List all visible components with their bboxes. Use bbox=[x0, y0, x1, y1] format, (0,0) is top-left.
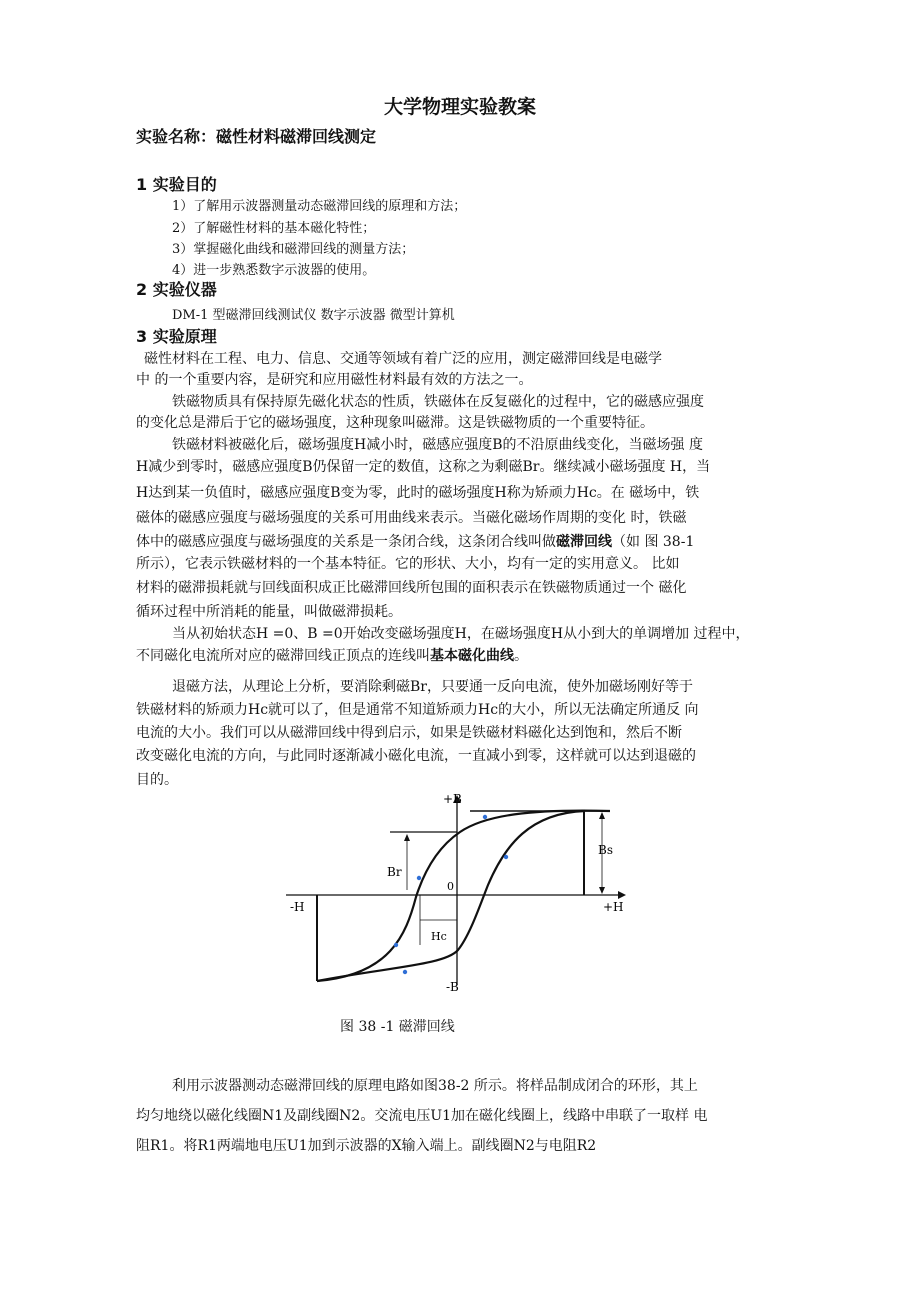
paragraph-line: 磁体的磁感应强度与磁场强度的关系可用曲线来表示。当磁化磁场作周期的变化 时，铁磁 bbox=[136, 510, 687, 526]
paragraph-line: 的变化总是滞后于它的磁场强度，这种现象叫磁滞。这是铁磁物质的一个重要特征。 bbox=[136, 415, 654, 431]
list-item: 2）了解磁性材料的基本磁化特性； bbox=[172, 221, 376, 236]
label-plus-h: +H bbox=[603, 900, 624, 914]
paragraph-line: H减少到零时，磁感应强度B仍保留一定的数值，这称之为剩磁Br。继续减小磁场强度 H，当 bbox=[136, 459, 711, 475]
ascending-branch bbox=[317, 811, 585, 981]
paragraph-line: 循环过程中所消耗的能量，叫做磁滞损耗。 bbox=[136, 604, 402, 620]
label-origin: 0 bbox=[447, 880, 454, 893]
paragraph-line: 利用示波器测动态磁滞回线的原理电路如图38-2 所示。将样品制成闭合的环形，其上 bbox=[172, 1078, 698, 1094]
label-minus-h: -H bbox=[290, 900, 305, 914]
paragraph-line: 磁性材料在工程、电力、信息、交通等领域有着广泛的应用，测定磁滞回线是电磁学 bbox=[144, 351, 662, 367]
paragraph-line: 铁磁物质具有保持原先磁化状态的性质，铁磁体在反复磁化的过程中，它的磁感应强度 bbox=[172, 394, 704, 410]
text-run: 。 bbox=[514, 648, 528, 664]
list-item: 3）掌握磁化曲线和磁滞回线的测量方法； bbox=[172, 242, 415, 257]
direction-arrow bbox=[394, 943, 398, 947]
direction-arrow bbox=[417, 876, 421, 880]
term-basic-magnetization-curve: 基本磁化曲线 bbox=[430, 648, 514, 664]
bs-arrow-head-top bbox=[599, 812, 605, 819]
text-run: （如 图 38-1 bbox=[612, 534, 695, 550]
label-bs: Bs bbox=[598, 843, 613, 857]
section-heading-purpose: 1 实验目的 bbox=[136, 175, 217, 194]
label-br: Br bbox=[387, 865, 402, 879]
direction-arrow bbox=[403, 970, 407, 974]
term-hysteresis-loop: 磁滞回线 bbox=[556, 534, 612, 550]
paragraph-line: 材料的磁滞损耗就与回线面积成正比磁滞回线所包围的面积表示在铁磁物质通过一个 磁化 bbox=[136, 580, 687, 596]
paragraph-line: 改变磁化电流的方向，与此同时逐渐减小磁化电流，一直减小到零，这样就可以达到退磁的 bbox=[136, 748, 696, 764]
br-arrow-head bbox=[404, 834, 410, 841]
text-run: 体中的磁感应强度与磁场强度的关系是一条闭合线，这条闭合线叫做 bbox=[136, 534, 556, 550]
label-minus-b: -B bbox=[446, 980, 459, 994]
list-item: 4）进一步熟悉数字示波器的使用。 bbox=[172, 263, 376, 278]
document-title: 大学物理实验教案 bbox=[383, 96, 536, 118]
h-axis-arrow bbox=[618, 891, 626, 899]
section-heading-instruments: 2 实验仪器 bbox=[136, 280, 217, 299]
experiment-name: 实验名称：磁性材料磁滞回线测定 bbox=[136, 127, 377, 146]
label-plus-b: +B bbox=[443, 792, 462, 806]
text-run: 不同磁化电流所对应的磁滞回线正顶点的连线叫 bbox=[136, 648, 430, 664]
instrument-list: DM-1 型磁滞回线测试仪 数字示波器 微型计算机 bbox=[172, 308, 455, 323]
paragraph-line bbox=[136, 531, 786, 551]
figure-caption: 图 38 -1 磁滞回线 bbox=[340, 1019, 455, 1035]
label-hc: Hc bbox=[431, 930, 447, 943]
paragraph-line: 当从初始状态H =0、B =0开始改变磁场强度H，在磁场强度H从小到大的单调增加 过程中， bbox=[172, 626, 750, 642]
paragraph-line: 阻R1。将R1两端地电压U1加到示波器的X输入端上。副线圈N2与电阻R2 bbox=[136, 1138, 597, 1154]
bs-arrow-head-bottom bbox=[599, 887, 605, 894]
paragraph-line bbox=[136, 645, 786, 665]
paragraph-line: 退磁方法，从理论上分析，要消除剩磁Br，只要通一反向电流，使外加磁场刚好等于 bbox=[172, 679, 693, 695]
paragraph-line: 铁磁材料的矫顽力Hc就可以了，但是通常不知道矫顽力Hc的大小，所以无法确定所通反 向 bbox=[136, 702, 699, 718]
paragraph-line: 所示），它表示铁磁材料的一个基本特征。它的形状、大小，均有一定的实用意义。 比如 bbox=[136, 556, 680, 572]
direction-arrow bbox=[504, 855, 508, 859]
paragraph-line: 目的。 bbox=[136, 772, 178, 788]
paragraph-line: H达到某一负值时，磁感应强度B变为零，此时的磁场强度H称为矫顽力Hc。在 磁场中，铁 bbox=[136, 485, 700, 501]
hysteresis-loop-figure bbox=[280, 785, 640, 1000]
section-heading-principle: 3 实验原理 bbox=[136, 327, 217, 346]
paragraph-line: 中 的一个重要内容，是研究和应用磁性材料最有效的方法之一。 bbox=[136, 372, 533, 388]
paragraph-line: 电流的大小。我们可以从磁滞回线中得到启示，如果是铁磁材料磁化达到饱和，然后不断 bbox=[136, 725, 682, 741]
list-item: 1）了解用示波器测量动态磁滞回线的原理和方法； bbox=[172, 199, 467, 214]
paragraph-line: 铁磁材料被磁化后，磁场强度H减小时，磁感应强度B的不沿原曲线变化，当磁场强 度 bbox=[172, 437, 703, 453]
descending-branch bbox=[317, 811, 610, 981]
direction-arrow bbox=[483, 815, 487, 819]
paragraph-line: 均匀地绕以磁化线圈N1及副线圈N2。交流电压U1加在磁化线圈上，线路中串联了一取样 电 bbox=[136, 1108, 708, 1124]
